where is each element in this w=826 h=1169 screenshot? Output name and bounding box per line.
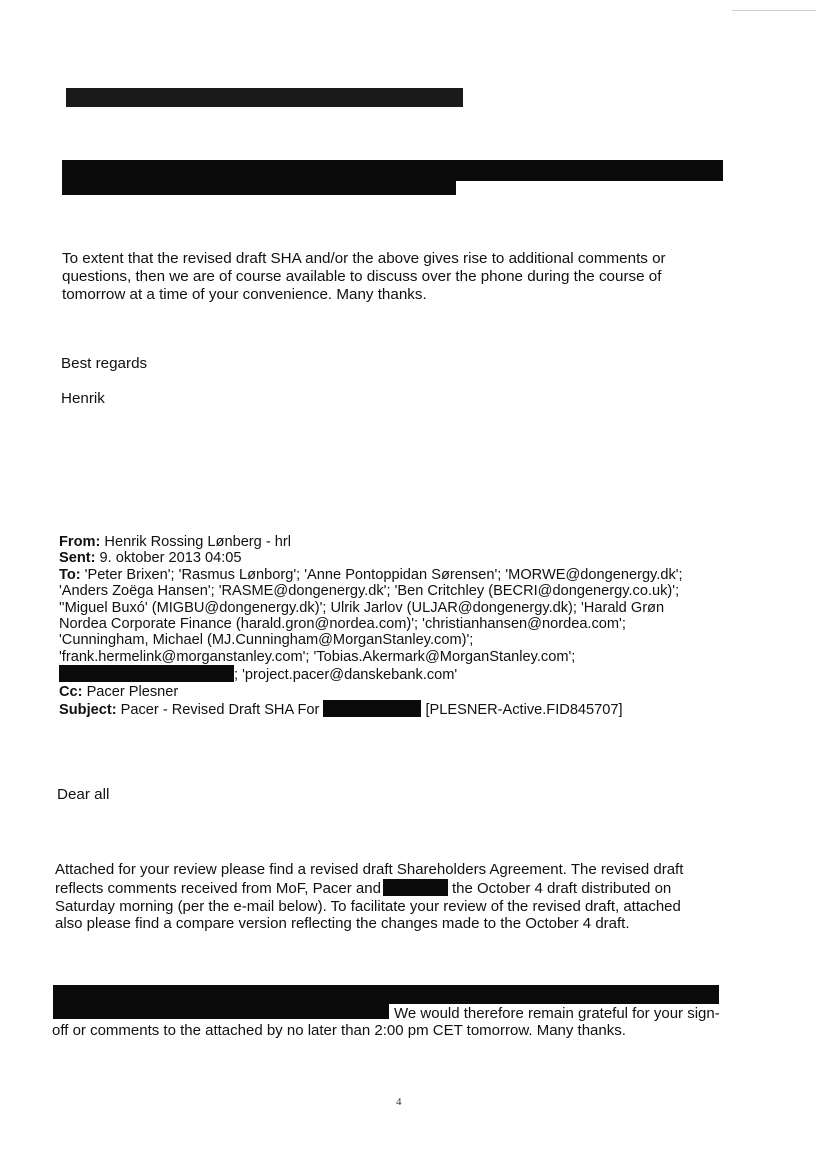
greeting: Dear all — [57, 786, 110, 803]
redaction-inline-to — [59, 665, 234, 682]
paragraph-end-line1: We would therefore remain grateful for your sign- — [394, 1005, 720, 1022]
redaction-bar-3 — [62, 178, 456, 195]
redaction-inline-para — [383, 879, 448, 896]
page-number: 4 — [396, 1096, 402, 1108]
sent-row — [59, 550, 683, 566]
paragraph-line: also please find a compare version reflecting the changes made to the October 4 draft. — [55, 915, 630, 933]
from-row — [59, 534, 683, 550]
to-line: ''Miguel Buxó' (MIGBU@dongenergy.dk)'; Ulrik Jarlov (ULJAR@dongenergy.dk); 'Harald Grøn — [59, 599, 665, 616]
to-last: ; 'project.pacer@danskebank.com' — [234, 667, 458, 684]
paragraph-line: Saturday morning (per the e-mail below). To facilitate your review of the revised draft, attached — [55, 897, 681, 915]
sent-value: 9. oktober 2013 04:05 — [99, 550, 242, 567]
cc-label: Cc: — [59, 683, 83, 700]
signature: Henrik — [61, 390, 105, 407]
cc-value: Pacer Plesner — [86, 683, 179, 700]
redaction-inline-subject — [323, 700, 421, 717]
subject-pre: Pacer - Revised Draft SHA For — [120, 702, 320, 719]
to-line: 'Anders Zoëga Hansen'; 'RASME@dongenergy.dk'; 'Ben Critchley (BECRI@dongenergy.co.uk)'; — [59, 583, 680, 600]
from-value: Henrik Rossing Lønberg - hrl — [104, 534, 291, 550]
scan-edge-line — [732, 10, 816, 11]
from-label: From: — [59, 534, 101, 550]
cc-row — [59, 684, 683, 700]
paragraph-fragment: the October 4 draft distributed on — [451, 879, 672, 897]
to-line: 'Cunningham, Michael (MJ.Cunningham@MorganStanley.com)'; — [59, 632, 474, 649]
paragraph-mid — [55, 861, 683, 933]
paragraph-line: tomorrow at a time of your convenience. Many thanks. — [62, 286, 427, 303]
email-header — [59, 534, 683, 718]
to-line: 'Peter Brixen'; 'Rasmus Lønborg'; 'Anne Pontoppidan Sørensen'; 'MORWE@dongenergy.dk'; — [84, 566, 683, 583]
sent-label: Sent: — [59, 550, 96, 567]
paragraph-line: questions, then we are of course available to discuss over the phone during the course of — [62, 268, 662, 285]
subject-post: [PLESNER-Active.FID845707] — [425, 702, 623, 719]
paragraph-end-line2: off or comments to the attached by no later than 2:00 pm CET tomorrow. Many thanks. — [52, 1022, 626, 1039]
redaction-bar-5 — [53, 1001, 389, 1019]
paragraph-line: Attached for your review please find a revised draft Shareholders Agreement. The revised draft — [55, 861, 684, 878]
to-line: Nordea Corporate Finance (harald.gron@nordea.com)'; 'christianhansen@nordea.com'; — [59, 616, 626, 633]
redaction-bar-1 — [66, 88, 463, 107]
paragraph-top — [62, 250, 666, 304]
to-label: To: — [59, 566, 81, 583]
paragraph-line: To extent that the revised draft SHA and/or the above gives rise to additional comments or — [62, 250, 666, 267]
subject-label: Subject: — [59, 702, 117, 719]
paragraph-line — [55, 879, 683, 898]
paragraph-fragment: reflects comments received from MoF, Pacer and — [55, 879, 381, 897]
subject-row — [59, 700, 683, 718]
closing: Best regards — [61, 355, 148, 372]
to-row — [59, 567, 683, 583]
to-line: 'frank.hermelink@morganstanley.com'; 'Tobias.Akermark@MorganStanley.com'; — [59, 648, 576, 665]
to-last-row — [59, 665, 683, 683]
